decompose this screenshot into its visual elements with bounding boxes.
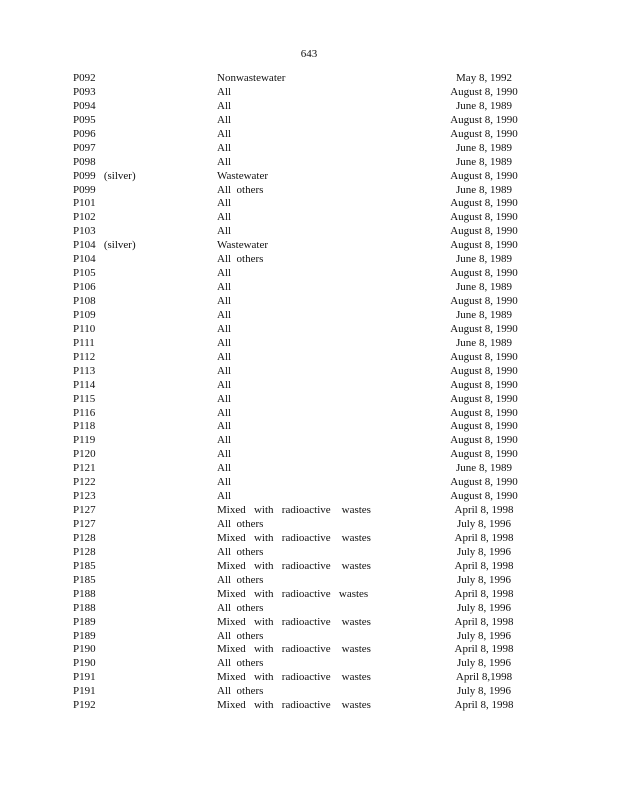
waste-code: P112 [73,350,96,363]
waste-description: All [217,392,232,405]
waste-code: P108 [73,295,96,307]
table-row [0,142,618,156]
table-row [0,211,618,225]
table-row [0,560,618,574]
waste-code: P102 [73,211,96,224]
table-row [0,420,618,434]
effective-date: August 8, 1990 [450,476,518,489]
table-row [0,309,618,323]
waste-description: All [217,434,232,447]
waste-description: All [217,225,232,238]
effective-date: May 8, 1992 [456,72,512,84]
waste-code: P190 [73,657,96,670]
waste-code: P185 [73,573,96,586]
waste-code: P128 [73,545,96,558]
effective-date: August 8, 1990 [450,113,518,126]
table-row [0,393,618,407]
effective-date: June 8, 1989 [456,308,512,321]
effective-date: August 8, 1990 [450,350,518,363]
table-row [0,323,618,337]
table-row [0,476,618,490]
waste-description: Wastewater [217,169,269,182]
table-row [0,239,618,253]
waste-code: P119 [73,434,96,447]
waste-code: P122 [73,476,96,489]
waste-code: P104 [73,253,96,266]
waste-description: All [217,476,232,489]
waste-description: All [217,308,232,321]
effective-date: August 8, 1990 [450,406,518,419]
table-row [0,685,618,699]
effective-date: June 8, 1989 [456,253,512,266]
effective-date: August 8, 1990 [450,448,518,461]
table-row [0,253,618,267]
effective-date: April 8, 1998 [454,699,514,712]
waste-code: P192 [73,699,96,712]
waste-description: All others [217,629,264,642]
waste-code: P191 [73,671,96,684]
waste-code: P094 [73,99,96,112]
waste-description: Nonwastewater [217,72,286,84]
waste-code: P099 (silver) [73,169,136,182]
waste-code-table [0,72,618,713]
waste-description: All [217,211,232,224]
waste-code: P104 (silver) [73,239,136,252]
waste-code: P188 [73,601,96,614]
effective-date: April 8, 1998 [454,559,514,572]
table-row [0,100,618,114]
table-row [0,184,618,198]
waste-description: Mixed with radioactive wastes [217,643,371,656]
waste-description: All [217,281,232,294]
effective-date: April 8,1998 [455,671,513,684]
table-row [0,351,618,365]
effective-date: June 8, 1989 [456,462,512,475]
table-row [0,699,618,713]
waste-description: All [217,295,232,307]
waste-description: All [217,141,232,154]
table-row [0,448,618,462]
effective-date: April 8, 1998 [454,531,514,544]
waste-description: Wastewater [217,239,269,252]
table-row [0,295,618,309]
waste-code: P116 [73,406,96,419]
effective-date: April 8, 1998 [454,587,514,600]
waste-description: All [217,420,232,433]
table-row [0,434,618,448]
effective-date: June 8, 1989 [456,99,512,112]
table-row [0,588,618,602]
waste-description: Mixed with radioactive wastes [217,504,371,517]
waste-code: P097 [73,141,96,154]
table-row [0,281,618,295]
waste-code: P099 [73,183,96,196]
effective-date: August 8, 1990 [450,420,518,433]
waste-code: P123 [73,490,96,503]
effective-date: July 8, 1996 [456,573,512,586]
waste-code: P109 [73,308,96,321]
effective-date: July 8, 1996 [456,545,512,558]
waste-description: All others [217,573,264,586]
table-row [0,128,618,142]
waste-code: P101 [73,197,96,210]
waste-description: All others [217,518,264,530]
waste-description: All [217,336,232,349]
waste-description: All others [217,253,264,266]
waste-description: All [217,462,232,475]
effective-date: August 8, 1990 [450,267,518,280]
table-row [0,197,618,211]
table-row [0,407,618,421]
waste-description: All others [217,601,264,614]
effective-date: June 8, 1989 [456,183,512,196]
waste-code: P185 [73,559,96,572]
table-row [0,574,618,588]
page-number: 643 [300,48,318,60]
waste-code: P121 [73,462,96,475]
waste-code: P111 [73,336,95,349]
table-row [0,225,618,239]
effective-date: August 8, 1990 [450,490,518,503]
waste-description: Mixed with radioactive wastes [217,699,371,712]
effective-date: August 8, 1990 [450,295,518,307]
waste-description: All [217,322,232,335]
waste-description: Mixed with radioactive wastes [217,615,371,628]
effective-date: April 8, 1998 [454,643,514,656]
table-row [0,546,618,560]
waste-description: All [217,406,232,419]
effective-date: July 8, 1996 [456,685,512,698]
effective-date: August 8, 1990 [450,127,518,140]
table-row [0,365,618,379]
table-row [0,267,618,281]
waste-code: P096 [73,127,96,140]
waste-code: P190 [73,643,96,656]
effective-date: August 8, 1990 [450,169,518,182]
table-row [0,86,618,100]
waste-code: P092 [73,72,96,84]
table-row [0,616,618,630]
waste-code: P128 [73,531,96,544]
waste-code: P095 [73,113,96,126]
effective-date: April 8, 1998 [454,615,514,628]
table-row [0,462,618,476]
waste-code: P127 [73,504,96,517]
waste-description: All others [217,183,264,196]
waste-code: P189 [73,615,96,628]
effective-date: August 8, 1990 [450,211,518,224]
effective-date: August 8, 1990 [450,378,518,391]
table-row [0,379,618,393]
table-row [0,671,618,685]
effective-date: August 8, 1990 [450,392,518,405]
effective-date: July 8, 1996 [456,518,512,530]
waste-code: P098 [73,155,96,168]
waste-description: All [217,364,232,377]
effective-date: June 8, 1989 [456,336,512,349]
waste-code: P103 [73,225,96,238]
waste-description: Mixed with radioactive wastes [217,559,371,572]
waste-description: All [217,490,232,503]
waste-description: All [217,197,232,210]
waste-code: P110 [73,322,96,335]
waste-description: All [217,267,232,280]
waste-code: P120 [73,448,96,461]
table-row [0,72,618,86]
waste-description: All [217,113,232,126]
waste-code: P114 [73,378,96,391]
table-row [0,337,618,351]
effective-date: July 8, 1996 [456,629,512,642]
effective-date: August 8, 1990 [450,225,518,238]
waste-description: All [217,85,232,98]
table-row [0,490,618,504]
effective-date: June 8, 1989 [456,141,512,154]
waste-description: All [217,99,232,112]
waste-description: Mixed with radioactive wastes [217,531,371,544]
table-row [0,156,618,170]
waste-description: All [217,378,232,391]
waste-code: P191 [73,685,96,698]
waste-code: P127 [73,518,96,530]
effective-date: August 8, 1990 [450,85,518,98]
waste-description: Mixed with radioactive wastes [217,587,369,600]
table-row [0,657,618,671]
waste-code: P189 [73,629,96,642]
effective-date: April 8, 1998 [454,504,514,517]
table-row [0,532,618,546]
effective-date: June 8, 1989 [456,155,512,168]
table-row [0,518,618,532]
effective-date: August 8, 1990 [450,322,518,335]
effective-date: August 8, 1990 [450,239,518,252]
waste-code: P115 [73,392,96,405]
effective-date: August 8, 1990 [450,364,518,377]
waste-code: P113 [73,364,96,377]
waste-code: P188 [73,587,96,600]
waste-code: P105 [73,267,96,280]
waste-description: All others [217,657,264,670]
waste-description: All [217,127,232,140]
effective-date: June 8, 1989 [456,281,512,294]
waste-description: All others [217,685,264,698]
waste-description: All [217,448,232,461]
waste-code: P106 [73,281,96,294]
table-row [0,630,618,644]
table-row [0,114,618,128]
waste-code: P118 [73,420,96,433]
waste-description: Mixed with radioactive wastes [217,671,371,684]
table-row [0,504,618,518]
waste-description: All others [217,545,264,558]
table-row [0,643,618,657]
effective-date: July 8, 1996 [456,601,512,614]
waste-description: All [217,350,232,363]
waste-code: P093 [73,85,96,98]
table-row [0,602,618,616]
effective-date: July 8, 1996 [456,657,512,670]
effective-date: August 8, 1990 [450,434,518,447]
effective-date: August 8, 1990 [450,197,518,210]
table-row [0,170,618,184]
waste-description: All [217,155,232,168]
